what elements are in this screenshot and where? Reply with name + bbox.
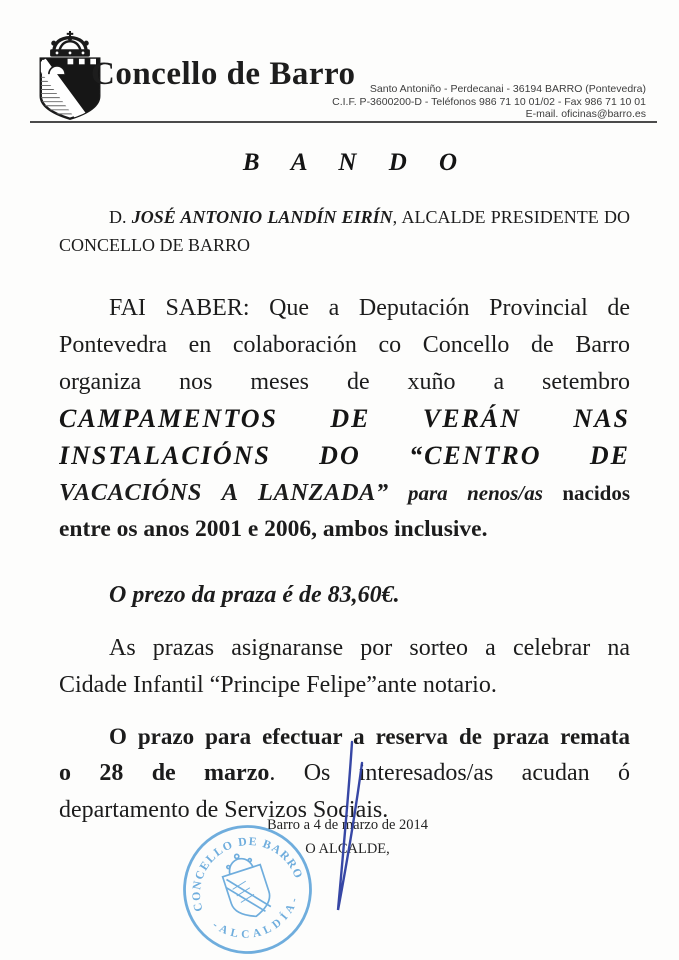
salutation-suffix: , ALCALDE PRESIDENTE DO <box>392 207 630 227</box>
document-title: B A N D O <box>242 149 471 176</box>
emphasis-caps-segment: VACACIÓNS A LANZADA” <box>59 479 389 506</box>
body-line: Cidade Infantil “Principe Felipe”ante notario. <box>59 672 497 698</box>
body-line: organiza nos meses de xuño a setembro <box>59 369 630 395</box>
deadline-line: O prazo para efectuar a reserva de praza remata <box>109 724 630 749</box>
salutation-line-1 <box>59 203 630 233</box>
svg-text:CONCELLO DE BARRO <box>176 819 306 913</box>
body-line-emphasis: INSTALACIÓNS DO “CENTRO DE <box>59 441 630 470</box>
municipal-stamp-icon <box>176 819 319 960</box>
salutation-prefix: D. <box>109 207 132 227</box>
body-line: entre os anos 2001 e 2006, ambos inclusive. <box>59 516 488 542</box>
svg-text:- A L C A L D Í A - <box>208 893 308 953</box>
body-line: FAI SABER: Que a Deputación Provincial de <box>109 295 630 321</box>
stamp-top-text: CONCELLO DE BARRO <box>189 834 306 913</box>
body-line-emphasis: CAMPAMENTOS DE VERÁN NAS <box>59 404 630 433</box>
body-line: Pontevedra en colaboración co Concello de Barro <box>59 332 630 358</box>
address-line-1: Santo Antoniño - Perdecanai - 36194 BARRO (Pontevedra) <box>369 83 646 95</box>
letterhead-address-block <box>332 83 646 121</box>
body-line: As prazas asignaranse por sorteo a celebrar na <box>109 635 630 661</box>
stamp-bottom-text: - A L C A L D Í A - <box>210 895 301 941</box>
stamp-shield <box>217 848 275 922</box>
body-line-emphasis <box>59 474 630 513</box>
address-line-2: C.I.F. P-3600200-D - Teléfonos 986 71 10 01/02 - Fax 986 71 10 01 <box>332 95 646 108</box>
body-line <box>59 755 630 794</box>
price-line: O prezo da praza é de 83,60€. <box>109 582 400 608</box>
body-segment: . Os interesados/as acudan ó <box>269 760 630 786</box>
emphasis-bold-segment: nacidos <box>542 481 630 505</box>
emphasis-italic-segment: para nenos/as <box>388 481 543 505</box>
salutation-line-2: CONCELLO DE BARRO <box>59 235 251 255</box>
deadline-date-segment: o 28 de marzo <box>59 760 270 786</box>
address-line-3: E-mail. oficinas@barro.es <box>525 108 646 120</box>
mayor-name: JOSÉ ANTONIO LANDÍN EIRÍN <box>131 207 393 227</box>
header-divider <box>30 121 657 123</box>
body-line: departamento de Servizos Sociais. <box>59 797 389 823</box>
signer-line: O ALCALDE, <box>305 841 390 857</box>
organization-name: Concello de Barro <box>91 56 356 92</box>
date-line: Barro a 4 de marzo de 2014 <box>266 817 429 833</box>
